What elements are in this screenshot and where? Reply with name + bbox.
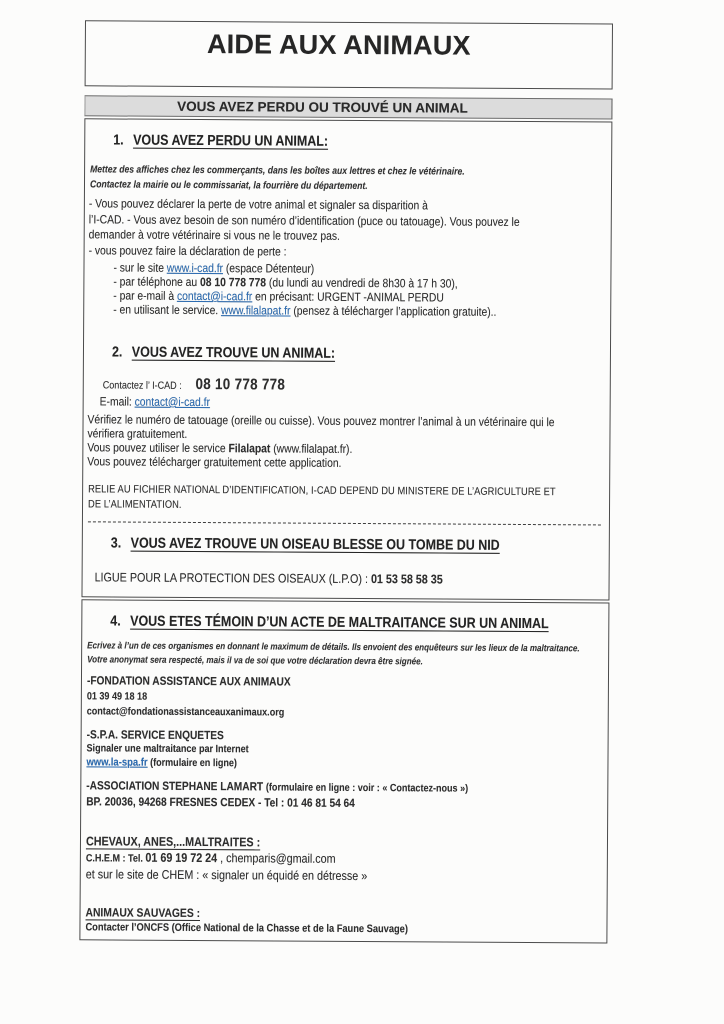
text-segment: en précisant: URGENT -ANIMAL PERDU [252,289,444,305]
hyperlink[interactable]: contact@i-cad.fr [176,288,253,304]
bullet-line [113,302,540,319]
org-lamart-block [81,778,607,812]
heading-text: VOUS AVEZ TROUVE UN ANIMAL: [131,344,336,362]
dashed-divider [88,521,601,525]
found-animal-paragraph [83,412,609,471]
oncfs-line: Contacter l’ONCFS (Office National de la Chasse et de la Faune Sauvage) [85,921,408,936]
org-spa-block [81,728,607,773]
heading-number: 2. [111,344,123,361]
text-segment: (www.filalapat.fr). [270,441,353,456]
content-box-sections-1-3 [81,118,612,600]
text-segment: vérifiera gratuitement. [87,426,188,441]
org-fondation-block [82,673,608,722]
text-segment: LIGUE POUR LA PROTECTION DES OISEAUX (L.P.O) : [94,570,372,587]
heading-number: 3. [110,535,122,552]
org-fondation-phone: 01 39 49 18 18 [86,689,148,703]
paragraph-line: demander à votre vétérinaire si vous ne le trouvez pas. [88,227,340,243]
text-segment: - par e-mail à [113,288,178,303]
paragraph-line: - Vous pouvez déclarer la perte de votre animal et signaler sa disparition à [88,196,428,213]
hyperlink[interactable]: www.filalapat.fr [221,303,291,318]
lpo-contact-line [83,569,609,588]
org-lamart-address: BP. 20036, 94268 FRESNES CEDEX - Tel : 01 46 81 54 64 [86,793,355,810]
declare-loss-paragraph [85,196,611,261]
paragraph-line: l’I-CAD. - Vous avez besoin de son numéro d’identification (puce ou tatouage). Vous pouvez le [88,211,520,229]
chevaux-heading: CHEVAUX, ANES,...MALTRAITES : [85,834,261,850]
text-segment: Vérifiez le numéro de tatouage (oreille ou cuisse). Vous pouvez montrer l’animal à un vétérinaire qui le [87,412,555,430]
icad-ministry-note [83,482,609,515]
text-segment: (formulaire en ligne) [147,756,237,769]
sauvages-heading: ANIMAUX SAUVAGES : [85,905,201,921]
witness-note-line: Votre anonymat sera respecté, mais il va de soi que votre déclaration devra être signée. [87,652,423,666]
heading-text: VOUS AVEZ PERDU UN ANIMAL: [133,132,329,150]
registry-note-line: DE L’ALIMENTATION. [88,498,182,511]
heading-text: VOUS AVEZ TROUVE UN OISEAU BLESSE OU TOMBE DU NID [130,535,500,554]
org-spa-line: Signaler une maltraitance par Internet [86,742,249,756]
text-segment: - sur le site [113,260,167,275]
paragraph-line [87,454,536,471]
text-segment: Vous pouvez télécharger gratuitement cette application. [87,454,342,470]
section-banner [84,95,612,119]
content-box-section-4 [79,599,609,943]
text-segment: - par téléphone au [113,274,201,290]
heading-number: 4. [110,613,121,630]
declaration-options-list [84,260,610,319]
text-segment: (du lundi au vendredi de 8h30 à 17 h 30), [266,275,458,291]
text-segment: E-mail: [99,394,135,409]
advice-note [85,162,611,195]
text-segment: , chemparis@gmail.com [217,851,336,866]
text-segment: Vous pouvez utiliser le service [87,440,229,456]
text-segment: 08 10 778 778 [195,375,286,394]
sauvages-block [80,904,606,937]
text-segment: 01 53 58 58 35 [370,572,443,587]
section-3-heading [83,534,609,555]
hyperlink[interactable]: www.i-cad.fr [166,260,224,276]
org-fondation-email: contact@fondationassistanceauxanimaux.org [86,705,285,719]
text-segment: (formulaire en ligne : voir : « Contactez-nous ») [265,781,469,795]
witness-note [82,638,608,668]
advice-note-line: Contactez la mairie ou le commissariat, la fourrière du département. [89,179,368,193]
text-segment: (pensez à télécharger l’application gratuite).. [290,303,497,319]
hyperlink[interactable]: www.la-spa.fr [86,755,148,769]
org-spa-web [86,756,534,772]
icad-email-line [84,394,610,412]
registry-note-line: RELIE AU FICHIER NATIONAL D’IDENTIFICATION, I-CAD DEPEND DU MINISTERE DE L’AGRICULTURE ET [88,483,556,499]
banner-title: VOUS AVEZ PERDU OU TROUVÉ UN ANIMAL [177,98,468,116]
text-segment: (espace Détenteur) [222,261,315,276]
text-segment: 08 10 778 778 [200,275,267,290]
section-2-heading [84,343,610,364]
text-segment: Filalapat [228,441,271,456]
text-segment: - en utilisant le service. [113,302,222,318]
hyperlink[interactable]: contact@i-cad.fr [134,394,210,410]
paragraph-line: - vous pouvez faire la déclaration de perte : [88,242,287,259]
text-segment: Contactez l’ I-CAD : [102,379,182,392]
text-segment: -ASSOCIATION STEPHANE LAMART [86,778,266,794]
section-4-heading [82,612,608,633]
text-segment: C.H.E.M : Tel. [85,852,146,865]
page-title: AIDE AUX ANIMAUX [206,29,471,61]
witness-note-line: Ecrivez à l’un de ces organismes en donnant le maximum de détails. Ils envoient des enquêteurs sur les lieux de la maltraitance. [87,639,580,654]
chevaux-block [81,833,607,885]
org-spa-name: -S.P.A. SERVICE ENQUETES [86,726,224,742]
heading-number: 1. [113,132,124,149]
title-box [85,20,613,89]
text-segment: 01 69 19 72 24 [145,850,218,866]
section-1-heading [85,131,611,152]
advice-note-line: Mettez des affiches chez les commerçants, dans les boîtes aux lettres et chez le vétérinaire. [90,164,465,178]
heading-text: VOUS ETES TÉMOIN D’UN ACTE DE MALTRAITANCE SUR UN ANIMAL [130,613,549,633]
chem-site-line: et sur le site de CHEM : « signaler un équidé en détresse » [85,867,368,884]
org-fondation-name: -FONDATION ASSISTANCE AUX ANIMAUX [86,673,291,689]
